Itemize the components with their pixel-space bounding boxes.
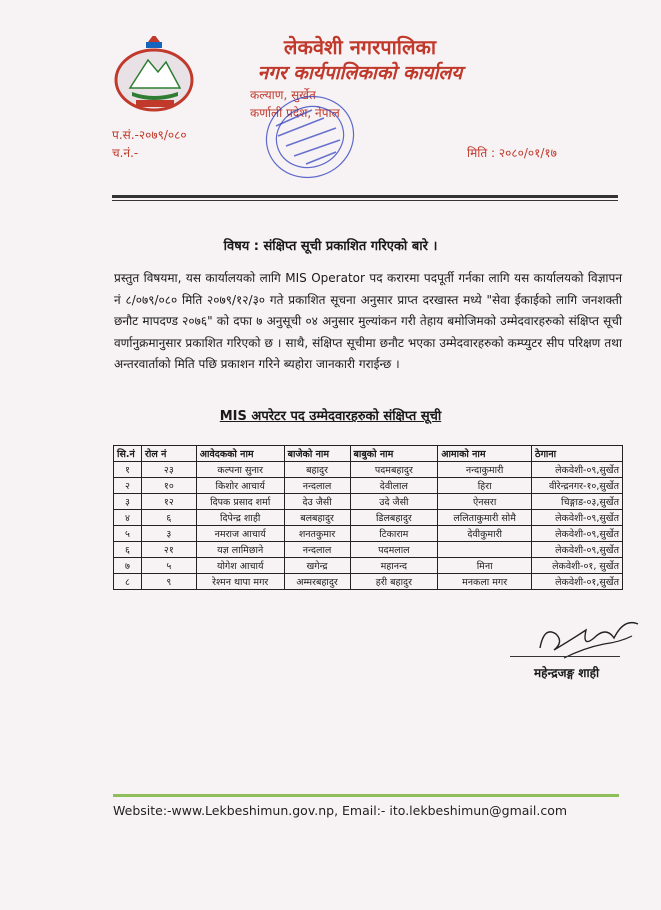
table-header-cell: सि.नं xyxy=(114,446,142,462)
table-cell: ८ xyxy=(114,574,142,590)
table-cell: लेकवेशी-०९,सुर्खेत xyxy=(532,542,623,558)
reference-block xyxy=(112,126,187,162)
table-cell: ५ xyxy=(141,558,196,574)
table-cell: ६ xyxy=(114,542,142,558)
table-row xyxy=(114,494,623,510)
header-divider xyxy=(112,195,618,198)
table-cell: लेकवेशी-०९,सुर्खेत xyxy=(532,462,623,478)
table-cell: उदे जैसी xyxy=(350,494,438,510)
table-header-cell: आवेदकको नाम xyxy=(196,446,284,462)
table-cell: दिपक प्रसाद शर्मा xyxy=(196,494,284,510)
table-cell: अम्मरबहादुर xyxy=(284,574,350,590)
table-cell: नन्दाकुमारी xyxy=(438,462,532,478)
table-row xyxy=(114,526,623,542)
table-cell: लेकवेशी-०९,सुर्खेत xyxy=(532,526,623,542)
table-cell: डिलबहादुर xyxy=(350,510,438,526)
table-cell: मिना xyxy=(438,558,532,574)
table-cell: खगेन्द्र xyxy=(284,558,350,574)
table-cell: १ xyxy=(114,462,142,478)
table-cell: कल्पना सुनार xyxy=(196,462,284,478)
table-cell: लेकवेशी-०१,सुर्खेत xyxy=(532,574,623,590)
table-cell: लेकवेशी-०९,सुर्खेत xyxy=(532,510,623,526)
table-cell: २३ xyxy=(141,462,196,478)
table-cell: ७ xyxy=(114,558,142,574)
table-cell: ९ xyxy=(141,574,196,590)
dispatch-number: च.नं.- xyxy=(112,146,139,160)
province-line: कर्णाली प्रदेश, नेपाल xyxy=(250,106,340,120)
table-row xyxy=(114,542,623,558)
ref-number: प.सं.-२०७९/०८० xyxy=(112,128,187,142)
table-cell: टिकाराम xyxy=(350,526,438,542)
table-row xyxy=(114,478,623,494)
table-cell: देवीलाल xyxy=(350,478,438,494)
table-cell: ऐनसरा xyxy=(438,494,532,510)
subject-line: विषय : संक्षिप्त सूची प्रकाशित गरिएको बारे । xyxy=(223,239,438,254)
table-cell: पदमबहादुर xyxy=(350,462,438,478)
footer-divider xyxy=(113,794,619,797)
table-cell: बलबहादुर xyxy=(284,510,350,526)
address-line: कल्याण, सुर्खेत xyxy=(250,88,316,102)
handwritten-signature xyxy=(534,608,644,663)
table-cell: मनकला मगर xyxy=(438,574,532,590)
table-cell: योगेश आचार्य xyxy=(196,558,284,574)
table-cell: यज्ञ लामिछाने xyxy=(196,542,284,558)
table-cell xyxy=(438,542,532,558)
letter-date: मिति : २०८०/०१/१७ xyxy=(467,146,557,160)
table-cell: बहादुर xyxy=(284,462,350,478)
table-row xyxy=(114,510,623,526)
table-cell: हरी बहादुर xyxy=(350,574,438,590)
table-cell: किशोर आचार्य xyxy=(196,478,284,494)
table-row xyxy=(114,462,623,478)
candidate-table xyxy=(113,445,623,590)
office-stamp xyxy=(262,92,358,182)
header-divider-thin xyxy=(112,200,618,201)
table-cell: ६ xyxy=(141,510,196,526)
table-cell: चिङ्गाड-०३,सुर्खेत xyxy=(532,494,623,510)
table-header-cell: आमाको नाम xyxy=(438,446,532,462)
table-cell: १० xyxy=(141,478,196,494)
table-header-cell: बाजेको नाम xyxy=(284,446,350,462)
table-cell: नन्दलाल xyxy=(284,478,350,494)
table-cell: ३ xyxy=(114,494,142,510)
table-cell: २१ xyxy=(141,542,196,558)
table-cell: हिरा xyxy=(438,478,532,494)
table-header-row xyxy=(114,446,623,462)
table-cell: दिपेन्द्र शाही xyxy=(196,510,284,526)
org-name: लेकवेशी नगरपालिका xyxy=(283,35,437,59)
table-cell: ५ xyxy=(114,526,142,542)
table-cell: शनतकुमार xyxy=(284,526,350,542)
signatory-name: महेन्द्रजङ्ग शाही xyxy=(534,666,600,680)
table-header-cell: ठेगाना xyxy=(532,446,623,462)
table-cell: लेकवेशी-०१, सुर्खेत xyxy=(532,558,623,574)
signature-line xyxy=(510,656,620,657)
table-cell: ललिताकुमारी सोमै xyxy=(438,510,532,526)
table-row xyxy=(114,574,623,590)
table-header-cell: बाबुको नाम xyxy=(350,446,438,462)
table-cell: ४ xyxy=(114,510,142,526)
table-header-cell: रोल नं xyxy=(141,446,196,462)
table-cell: नन्दलाल xyxy=(284,542,350,558)
office-name: नगर कार्यपालिकाको कार्यालय xyxy=(257,62,463,84)
table-row xyxy=(114,558,623,574)
list-title: MIS अपरेटर पद उम्मेदवारहरुको संक्षिप्त सूची xyxy=(219,409,442,424)
table-cell: देउ जैसी xyxy=(284,494,350,510)
table-cell: पदमलाल xyxy=(350,542,438,558)
table-cell: नमराज आचार्य xyxy=(196,526,284,542)
footer-contact: Website:-www.Lekbeshimun.gov.np, Email:- ito.lekbeshimun@gmail.com xyxy=(113,803,568,818)
table-cell: ३ xyxy=(141,526,196,542)
letterhead xyxy=(210,34,510,122)
nepal-emblem-icon xyxy=(108,36,200,116)
table-cell: १२ xyxy=(141,494,196,510)
body-paragraph: प्रस्तुत विषयमा, यस कार्यालयको लागि MIS Operator पद करारमा पदपूर्ती गर्नका लागि यस कार्यालयको विज्ञापन नं ८/०७९/०८० मिति २०७९/१२/३० गते प्रकाशित सूचना अनुसार प्राप्त दरखास्त मध्ये "सेवा ईकाईको लागि जनशक्ती छनौट मापदण्ड २०७६" को दफा ७ अनुसूची ०४ अनुसार मुल्यांकन गरी तेहाय बमोजिमको उम्मेदवारहरुको संक्षिप्त सूची वर्णानुक्रमानुसार प्रकाशित गरिएको छ । साथै, संक्षिप्त सूचीमा छनौट भएका उम्मेदवारहरुको कम्प्युटर सीप परिक्षण तथा अन्तरवार्ताको मिति पछि प्रकाशन गरिने ब्यहोरा जानकारी गराईन्छ । xyxy=(114,271,622,371)
table-cell: रेश्मन थापा मगर xyxy=(196,574,284,590)
table-cell: महानन्द xyxy=(350,558,438,574)
table-cell: वीरेन्द्रनगर-१०,सुर्खेत xyxy=(532,478,623,494)
table-cell: २ xyxy=(114,478,142,494)
table-cell: देवीकुमारी xyxy=(438,526,532,542)
